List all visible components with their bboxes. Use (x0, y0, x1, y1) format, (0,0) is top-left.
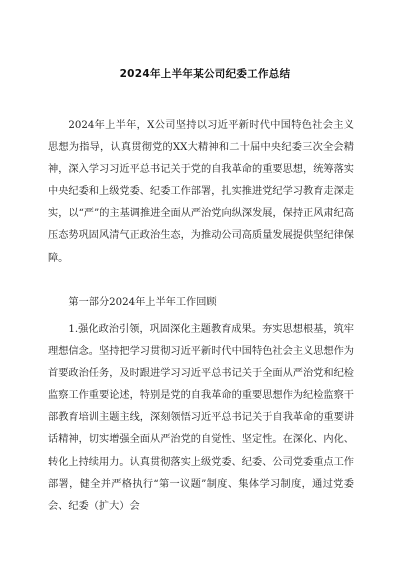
intro-paragraph: 2024年上半年，X公司坚持以习近平新时代中国特色社会主义思想为指导，认真贯彻党的XX大精神和二十届中央纪委三次全会精神，深入学习习近平总书记关于党的自我革命的重要思想，统筹落实中央纪委和上级党委、纪委工作部署，扎实推进党纪学习教育走深走实，以“严”的主基调推进全面从严治党向纵深发展，保持正风肃纪高压态势巩固风清气正政治生态，为推动公司高质量发展提供坚纪律保障。 (48, 120, 354, 264)
document-title: 2024年上半年某公司纪委工作总结 (119, 68, 291, 80)
section-heading: 第一部分2024年上半年工作回顾 (68, 297, 217, 308)
body-paragraph: 1.强化政治引领，巩固深化主题教育成果。夯实思想根基，筑牢理想信念。坚持把学习贯彻习近平新时代中国特色社会主义思想作为首要政治任务，及时跟进学习习近平总书记关于全面从严治党和纪检监察工作重要论述，特别是党的自我革命的重要思想作为纪检监察干部教育培训主题主线，深刻领悟习近平总书记关于自我革命的重要讲话精神，切实增强全面从严治党的自觉性、坚定性。在深化、内化、转化上持续用力。认真贯彻落实上级党委、纪委、公司党委重点工作部署，健全并严格执行“第一议题”制度、集体学习制度，通过党委会、纪委（扩大）会 (48, 324, 354, 512)
